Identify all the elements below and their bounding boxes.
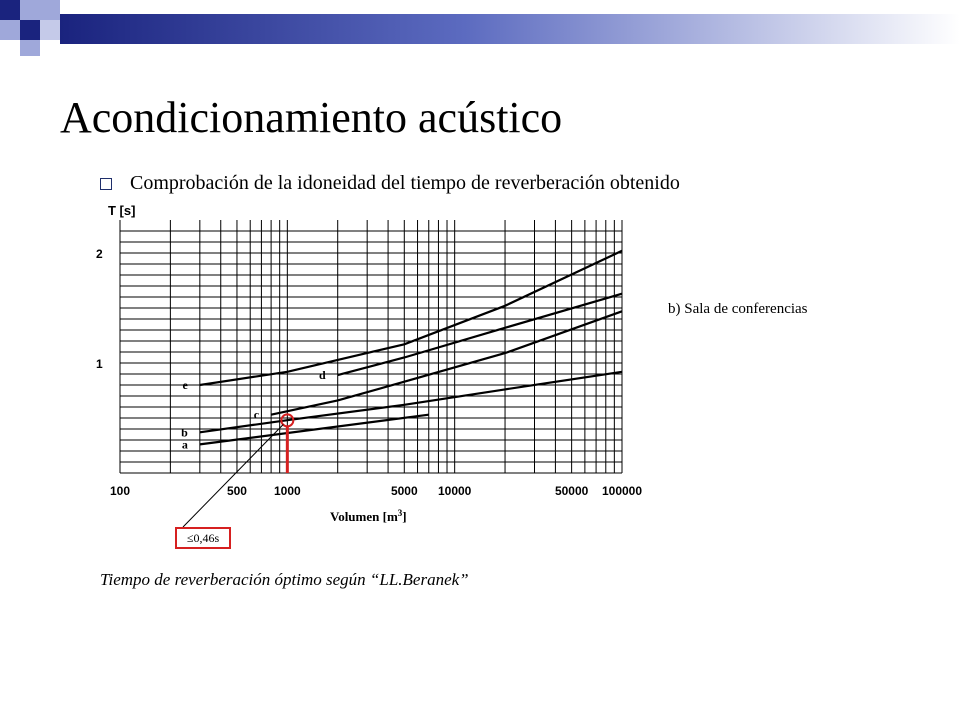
curve-e [200, 251, 622, 385]
curve-label-d: d [319, 368, 326, 383]
slide-title: Acondicionamiento acústico [60, 93, 563, 142]
chart-grid [120, 220, 622, 473]
x-tick-label: 1000 [273, 484, 301, 498]
chart-ticks [96, 247, 642, 498]
x-tick-label: 500 [226, 484, 247, 498]
bullet-text: Comprobación de la idoneidad del tiempo de reverberación obtenido [130, 172, 680, 194]
reverberation-chart [0, 195, 960, 545]
x-tick-label: 5000 [390, 484, 418, 498]
annotation-box: ≤0,46s [175, 527, 231, 549]
curve-label-e: e [182, 378, 188, 392]
side-label: b) Sala de conferencias [668, 301, 808, 317]
x-axis-label: Volumen $[m^3]$ [330, 508, 407, 524]
x-tick-label: 100 [109, 484, 131, 498]
x-tick-label: 10000 [437, 484, 472, 498]
y-axis-label: T [s] [108, 203, 136, 218]
caption: Tiempo de reverberación óptimo según “LL.Beranek” [100, 570, 469, 589]
x-tick-label: 50000 [554, 484, 589, 498]
curve-label-b: b [181, 425, 188, 440]
curve-label-a: a [181, 437, 188, 452]
square-bullet-icon [100, 178, 112, 190]
y-tick-label: 2 [96, 247, 103, 261]
decorative-banner [0, 0, 960, 60]
x-tick-label: 100000 [601, 484, 643, 498]
bullet-item [100, 172, 680, 195]
y-tick-label: 1 [96, 357, 103, 371]
curve-label-c: c [253, 407, 260, 422]
